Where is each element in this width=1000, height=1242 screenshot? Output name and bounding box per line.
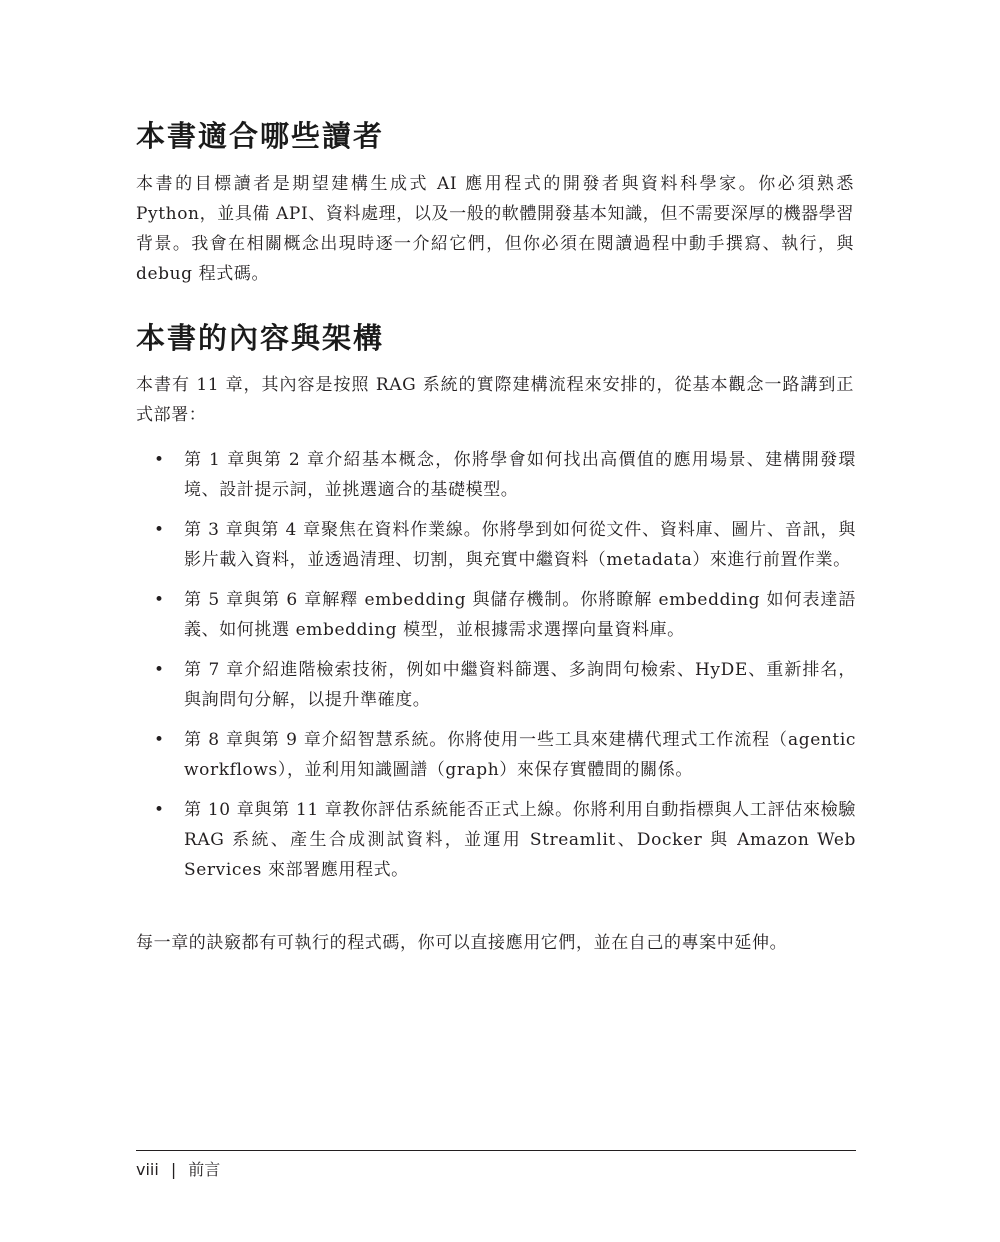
heading-target-readers: 本書適合哪些讀者	[136, 119, 385, 153]
list-item	[136, 585, 856, 645]
list-item	[136, 515, 856, 575]
list-item	[136, 655, 856, 715]
page-number: viii	[136, 1160, 159, 1179]
list-item-text: 第 5 章與第 6 章解釋 embedding 與儲存機制。你將瞭解 embedding 如何表達語義、如何挑選 embedding 模型，並根據需求選擇向量資料庫。	[184, 590, 856, 640]
bullet-icon: •	[154, 450, 165, 470]
bullet-icon: •	[154, 660, 165, 680]
bullet-icon: •	[154, 800, 165, 820]
book-page	[136, 0, 856, 1242]
footer-divider	[136, 1150, 856, 1151]
list-item-text: 第 7 章介紹進階檢索技術，例如中繼資料篩選、多詢問句檢索、HyDE、重新排名，與詢問句分解，以提升準確度。	[184, 660, 856, 710]
page-footer	[136, 1158, 220, 1182]
bullet-icon: •	[154, 730, 165, 750]
paragraph-target-readers: 本書的目標讀者是期望建構生成式 AI 應用程式的開發者與資料科學家。你必須熟悉 Python，並具備 API、資料處理，以及一般的軟體開發基本知識，但不需要深厚的機器學習背景。我會在相關概念出現時逐一介紹它們，但你必須在閱讀過程中動手撰寫、執行，與 debug 程式碼。	[136, 174, 854, 284]
bullet-icon: •	[154, 520, 165, 540]
list-item	[136, 725, 856, 785]
list-item	[136, 795, 856, 885]
heading-content-structure: 本書的內容與架構	[136, 321, 385, 355]
footer-separator: |	[170, 1160, 177, 1179]
footer-section-name: 前言	[188, 1160, 221, 1179]
list-item-text: 第 1 章與第 2 章介紹基本概念，你將學會如何找出高價值的應用場景、建構開發環境、設計提示詞，並挑選適合的基礎模型。	[184, 450, 856, 500]
paragraph-closing: 每一章的訣竅都有可執行的程式碼，你可以直接應用它們，並在自己的專案中延伸。	[136, 933, 788, 953]
list-item-text: 第 10 章與第 11 章教你評估系統能否正式上線。你將利用自動指標與人工評估來檢驗 RAG 系統、產生合成測試資料，並運用 Streamlit、Docker 與 Amazon Web Services 來部署應用程式。	[184, 800, 856, 880]
list-item-text: 第 3 章與第 4 章聚焦在資料作業線。你將學到如何從文件、資料庫、圖片、音訊，與影片載入資料，並透過清理、切割，與充實中繼資料（metadata）來進行前置作業。	[184, 520, 856, 570]
paragraph-structure-intro: 本書有 11 章，其內容是按照 RAG 系統的實際建構流程來安排的，從基本觀念一路講到正式部署：	[136, 375, 854, 425]
chapter-bullet-list	[136, 445, 856, 895]
list-item	[136, 445, 856, 505]
bullet-icon: •	[154, 590, 165, 610]
list-item-text: 第 8 章與第 9 章介紹智慧系統。你將使用一些工具來建構代理式工作流程（agentic workflows），並利用知識圖譜（graph）來保存實體間的關係。	[184, 730, 856, 780]
